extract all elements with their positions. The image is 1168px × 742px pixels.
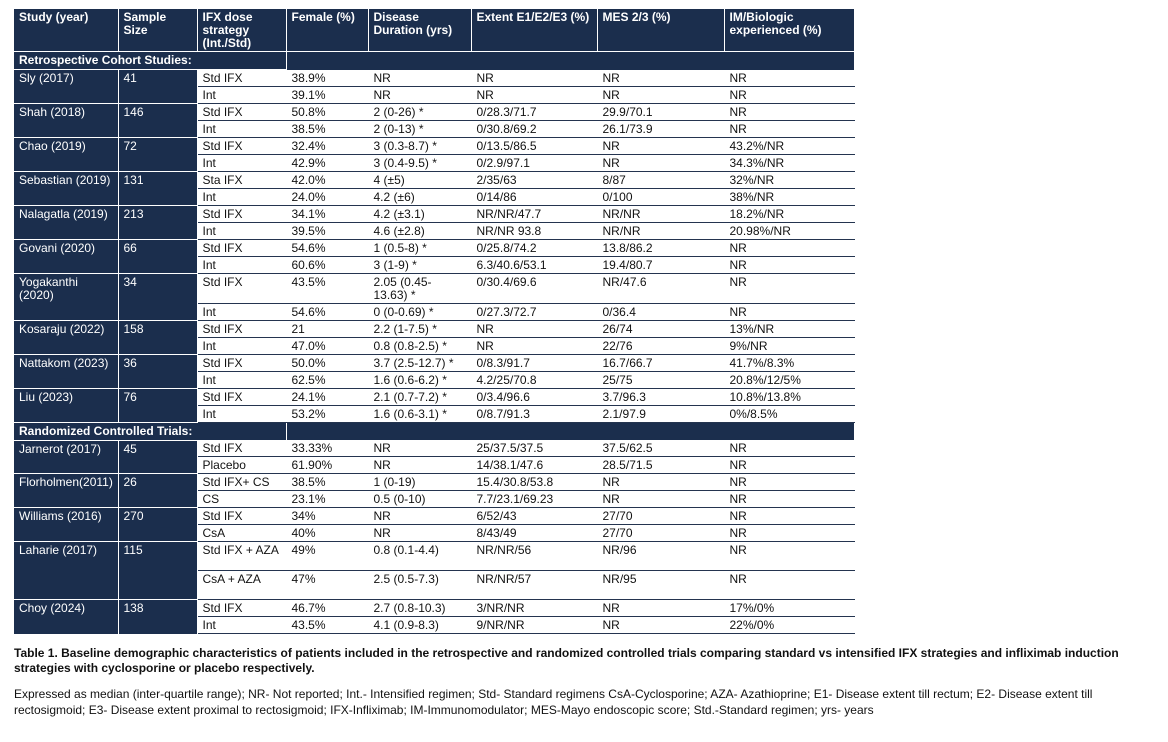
mes-cell: 37.5/62.5 xyxy=(597,440,724,457)
extent-cell: NR xyxy=(471,337,597,354)
female-cell: 32.4% xyxy=(286,137,368,154)
table-row xyxy=(14,171,854,188)
duration-cell: 4.2 (±6) xyxy=(368,188,471,205)
extent-cell: 0/30.8/69.2 xyxy=(471,120,597,137)
section-fill xyxy=(286,422,854,440)
sample-size-cell: 270 xyxy=(118,508,197,542)
extent-cell: NR xyxy=(471,320,597,337)
sample-size-cell: 26 xyxy=(118,474,197,508)
strategy-cell: Std IFX xyxy=(197,388,286,405)
female-cell: 21 xyxy=(286,320,368,337)
mes-cell: NR/NR xyxy=(597,205,724,222)
im-biologic-cell: NR xyxy=(724,70,854,87)
female-cell: 46.7% xyxy=(286,600,368,617)
strategy-cell: Int xyxy=(197,154,286,171)
im-biologic-cell: 22%/0% xyxy=(724,617,854,634)
table-body xyxy=(14,52,854,634)
extent-cell: 4.2/25/70.8 xyxy=(471,371,597,388)
im-biologic-cell: NR xyxy=(724,86,854,103)
table-row xyxy=(14,320,854,337)
extent-cell: 0/14/86 xyxy=(471,188,597,205)
mes-cell: 0/100 xyxy=(597,188,724,205)
duration-cell: 2.5 (0.5-7.3) xyxy=(368,571,471,600)
strategy-cell: Int xyxy=(197,303,286,320)
mes-cell: 28.5/71.5 xyxy=(597,457,724,474)
section-title: Randomized Controlled Trials: xyxy=(14,422,286,440)
mes-cell: NR xyxy=(597,491,724,508)
strategy-cell: Std IFX xyxy=(197,273,286,303)
female-cell: 62.5% xyxy=(286,371,368,388)
extent-cell: 0/8.3/91.7 xyxy=(471,354,597,371)
mes-cell: 3.7/96.3 xyxy=(597,388,724,405)
extent-cell: NR/NR/47.7 xyxy=(471,205,597,222)
mes-cell: 13.8/86.2 xyxy=(597,239,724,256)
strategy-cell: Int xyxy=(197,617,286,634)
strategy-cell: Std IFX + AZA xyxy=(197,542,286,571)
extent-cell: 0/27.3/72.7 xyxy=(471,303,597,320)
im-biologic-cell: NR xyxy=(724,273,854,303)
table-row xyxy=(14,508,854,525)
im-biologic-cell: 38%/NR xyxy=(724,188,854,205)
female-cell: 39.5% xyxy=(286,222,368,239)
extent-cell: 15.4/30.8/53.8 xyxy=(471,474,597,491)
strategy-cell: Std IFX xyxy=(197,70,286,87)
extent-cell: 14/38.1/47.6 xyxy=(471,457,597,474)
female-cell: 53.2% xyxy=(286,405,368,422)
sample-size-cell: 36 xyxy=(118,354,197,388)
sample-size-cell: 72 xyxy=(118,137,197,171)
study-cell: Florholmen(2011) xyxy=(14,474,118,508)
im-biologic-cell: 41.7%/8.3% xyxy=(724,354,854,371)
im-biologic-cell: 20.98%/NR xyxy=(724,222,854,239)
strategy-cell: Std IFX xyxy=(197,354,286,371)
mes-cell: 29.9/70.1 xyxy=(597,103,724,120)
duration-cell: 2 (0-13) * xyxy=(368,120,471,137)
duration-cell: 2.7 (0.8-10.3) xyxy=(368,600,471,617)
mes-cell: 27/70 xyxy=(597,508,724,525)
table-row xyxy=(14,600,854,617)
duration-cell: NR xyxy=(368,86,471,103)
header-im-biologic: IM/Biologic experienced (%) xyxy=(724,9,854,52)
extent-cell: NR/NR/57 xyxy=(471,571,597,600)
strategy-cell: Int xyxy=(197,86,286,103)
mes-cell: 22/76 xyxy=(597,337,724,354)
duration-cell: 3.7 (2.5-12.7) * xyxy=(368,354,471,371)
im-biologic-cell: NR xyxy=(724,542,854,571)
duration-cell: 1.6 (0.6-6.2) * xyxy=(368,371,471,388)
im-biologic-cell: 34.3%/NR xyxy=(724,154,854,171)
female-cell: 39.1% xyxy=(286,86,368,103)
sample-size-cell: 146 xyxy=(118,103,197,137)
female-cell: 38.5% xyxy=(286,120,368,137)
female-cell: 38.5% xyxy=(286,474,368,491)
table-row xyxy=(14,542,854,571)
im-biologic-cell: 10.8%/13.8% xyxy=(724,388,854,405)
mes-cell: NR xyxy=(597,137,724,154)
female-cell: 40% xyxy=(286,525,368,542)
strategy-cell: Int xyxy=(197,222,286,239)
extent-cell: 2/35/63 xyxy=(471,171,597,188)
strategy-cell: Std IFX xyxy=(197,440,286,457)
extent-cell: 0/30.4/69.6 xyxy=(471,273,597,303)
mes-cell: NR xyxy=(597,600,724,617)
duration-cell: 1.6 (0.6-3.1) * xyxy=(368,405,471,422)
mes-cell: 27/70 xyxy=(597,525,724,542)
header-duration: Disease Duration (yrs) xyxy=(368,9,471,52)
table-row xyxy=(14,70,854,87)
table-row xyxy=(14,474,854,491)
female-cell: 38.9% xyxy=(286,70,368,87)
extent-cell: 25/37.5/37.5 xyxy=(471,440,597,457)
sample-size-cell: 158 xyxy=(118,320,197,354)
mes-cell: NR xyxy=(597,70,724,87)
study-cell: Laharie (2017) xyxy=(14,542,118,600)
female-cell: 23.1% xyxy=(286,491,368,508)
im-biologic-cell: 43.2%/NR xyxy=(724,137,854,154)
study-cell: Shah (2018) xyxy=(14,103,118,137)
strategy-cell: Std IFX xyxy=(197,205,286,222)
duration-cell: 1 (0-19) xyxy=(368,474,471,491)
strategy-cell: Int xyxy=(197,188,286,205)
header-sample-size: Sample Size xyxy=(118,9,197,52)
study-cell: Jarnerot (2017) xyxy=(14,440,118,474)
mes-cell: NR xyxy=(597,617,724,634)
female-cell: 49% xyxy=(286,542,368,571)
duration-cell: 3 (0.4-9.5) * xyxy=(368,154,471,171)
female-cell: 60.6% xyxy=(286,256,368,273)
duration-cell: 0.5 (0-10) xyxy=(368,491,471,508)
female-cell: 54.6% xyxy=(286,303,368,320)
study-cell: Nattakom (2023) xyxy=(14,354,118,388)
sample-size-cell: 34 xyxy=(118,273,197,320)
duration-cell: 0.8 (0.1-4.4) xyxy=(368,542,471,571)
mes-cell: 8/87 xyxy=(597,171,724,188)
duration-cell: NR xyxy=(368,70,471,87)
female-cell: 54.6% xyxy=(286,239,368,256)
duration-cell: 4.2 (±3.1) xyxy=(368,205,471,222)
im-biologic-cell: NR xyxy=(724,457,854,474)
im-biologic-cell: NR xyxy=(724,303,854,320)
extent-cell: NR xyxy=(471,86,597,103)
sample-size-cell: 131 xyxy=(118,171,197,205)
header-mes: MES 2/3 (%) xyxy=(597,9,724,52)
female-cell: 47% xyxy=(286,571,368,600)
duration-cell: NR xyxy=(368,457,471,474)
female-cell: 42.0% xyxy=(286,171,368,188)
extent-cell: 0/3.4/96.6 xyxy=(471,388,597,405)
sample-size-cell: 76 xyxy=(118,388,197,422)
im-biologic-cell: NR xyxy=(724,474,854,491)
study-cell: Nalagatla (2019) xyxy=(14,205,118,239)
female-cell: 50.8% xyxy=(286,103,368,120)
female-cell: 34% xyxy=(286,508,368,525)
extent-cell: 3/NR/NR xyxy=(471,600,597,617)
extent-cell: NR/NR 93.8 xyxy=(471,222,597,239)
im-biologic-cell: 0%/8.5% xyxy=(724,405,854,422)
strategy-cell: Std IFX xyxy=(197,320,286,337)
duration-cell: 1 (0.5-8) * xyxy=(368,239,471,256)
duration-cell: 2 (0-26) * xyxy=(368,103,471,120)
extent-cell: 6/52/43 xyxy=(471,508,597,525)
strategy-cell: CsA xyxy=(197,525,286,542)
duration-cell: 3 (0.3-8.7) * xyxy=(368,137,471,154)
strategy-cell: CS xyxy=(197,491,286,508)
strategy-cell: Std IFX xyxy=(197,600,286,617)
strategy-cell: Std IFX xyxy=(197,137,286,154)
mes-cell: 26.1/73.9 xyxy=(597,120,724,137)
female-cell: 34.1% xyxy=(286,205,368,222)
table-row xyxy=(14,388,854,405)
duration-cell: 0.8 (0.8-2.5) * xyxy=(368,337,471,354)
study-cell: Williams (2016) xyxy=(14,508,118,542)
section-header-row xyxy=(14,52,854,70)
table-row xyxy=(14,354,854,371)
header-ifx-strategy: IFX dose strategy (Int./Std) xyxy=(197,9,286,52)
female-cell: 47.0% xyxy=(286,337,368,354)
extent-cell: 9/NR/NR xyxy=(471,617,597,634)
sample-size-cell: 138 xyxy=(118,600,197,634)
mes-cell: NR/96 xyxy=(597,542,724,571)
female-cell: 43.5% xyxy=(286,273,368,303)
table-header xyxy=(14,9,854,52)
table-row xyxy=(14,205,854,222)
table-row xyxy=(14,103,854,120)
section-header-row xyxy=(14,422,854,440)
strategy-cell: Int xyxy=(197,405,286,422)
duration-cell: 2.1 (0.7-7.2) * xyxy=(368,388,471,405)
header-female: Female (%) xyxy=(286,9,368,52)
strategy-cell: Std IFX xyxy=(197,239,286,256)
section-fill xyxy=(286,52,854,70)
duration-cell: 0 (0-0.69) * xyxy=(368,303,471,320)
mes-cell: 2.1/97.9 xyxy=(597,405,724,422)
table-notes: Expressed as median (inter-quartile range); NR- Not reported; Int.- Intensified regimen; Std- Standard regimens CsA-Cyclosporine; AZA- Azathioprine; E1- Disease extent till rectum; E2- Disease extent till rectosigmoid; E3- Disease extent proximal to rectosigmoid; IFX-Infliximab; IM-Immunomodulator; MES-Mayo endoscopic score; Std.-Standard regimen; yrs- years xyxy=(14,687,1093,717)
sample-size-cell: 41 xyxy=(118,70,197,104)
female-cell: 50.0% xyxy=(286,354,368,371)
study-cell: Choy (2024) xyxy=(14,600,118,634)
mes-cell: 19.4/80.7 xyxy=(597,256,724,273)
sample-size-cell: 45 xyxy=(118,440,197,474)
im-biologic-cell: 32%/NR xyxy=(724,171,854,188)
extent-cell: 0/2.9/97.1 xyxy=(471,154,597,171)
strategy-cell: Placebo xyxy=(197,457,286,474)
study-cell: Yogakanthi (2020) xyxy=(14,273,118,320)
table-row xyxy=(14,239,854,256)
extent-cell: 0/8.7/91.3 xyxy=(471,405,597,422)
im-biologic-cell: NR xyxy=(724,571,854,600)
mes-cell: 16.7/66.7 xyxy=(597,354,724,371)
sample-size-cell: 115 xyxy=(118,542,197,600)
im-biologic-cell: NR xyxy=(724,120,854,137)
table-caption: Table 1. Baseline demographic characteristics of patients included in the retrospective and randomized controlled trials comparing standard vs intensified IFX strategies and infliximab induction strategies with cyclosporine or placebo respectively. xyxy=(14,646,1119,675)
study-cell: Sebastian (2019) xyxy=(14,171,118,205)
im-biologic-cell: NR xyxy=(724,239,854,256)
study-cell: Govani (2020) xyxy=(14,239,118,273)
duration-cell: 2.05 (0.45-13.63) * xyxy=(368,273,471,303)
study-cell: Liu (2023) xyxy=(14,388,118,422)
im-biologic-cell: 17%/0% xyxy=(724,600,854,617)
duration-cell: 4.1 (0.9-8.3) xyxy=(368,617,471,634)
female-cell: 42.9% xyxy=(286,154,368,171)
strategy-cell: Std IFX xyxy=(197,103,286,120)
study-cell: Kosaraju (2022) xyxy=(14,320,118,354)
sample-size-cell: 66 xyxy=(118,239,197,273)
duration-cell: NR xyxy=(368,525,471,542)
duration-cell: 4.6 (±2.8) xyxy=(368,222,471,239)
mes-cell: 25/75 xyxy=(597,371,724,388)
mes-cell: 26/74 xyxy=(597,320,724,337)
section-title: Retrospective Cohort Studies: xyxy=(14,52,286,70)
mes-cell: NR/NR xyxy=(597,222,724,239)
table-row xyxy=(14,137,854,154)
mes-cell: NR/95 xyxy=(597,571,724,600)
study-cell: Chao (2019) xyxy=(14,137,118,171)
header-extent: Extent E1/E2/E3 (%) xyxy=(471,9,597,52)
duration-cell: 2.2 (1-7.5) * xyxy=(368,320,471,337)
extent-cell: 8/43/49 xyxy=(471,525,597,542)
extent-cell: 6.3/40.6/53.1 xyxy=(471,256,597,273)
mes-cell: NR xyxy=(597,86,724,103)
duration-cell: NR xyxy=(368,440,471,457)
duration-cell: NR xyxy=(368,508,471,525)
im-biologic-cell: NR xyxy=(724,508,854,525)
duration-cell: 3 (1-9) * xyxy=(368,256,471,273)
duration-cell: 4 (±5) xyxy=(368,171,471,188)
im-biologic-cell: NR xyxy=(724,525,854,542)
female-cell: 43.5% xyxy=(286,617,368,634)
header-study: Study (year) xyxy=(14,9,118,52)
im-biologic-cell: NR xyxy=(724,256,854,273)
extent-cell: NR xyxy=(471,70,597,87)
im-biologic-cell: NR xyxy=(724,103,854,120)
mes-cell: 0/36.4 xyxy=(597,303,724,320)
im-biologic-cell: 18.2%/NR xyxy=(724,205,854,222)
extent-cell: 0/25.8/74.2 xyxy=(471,239,597,256)
im-biologic-cell: NR xyxy=(724,440,854,457)
im-biologic-cell: 13%/NR xyxy=(724,320,854,337)
sample-size-cell: 213 xyxy=(118,205,197,239)
mes-cell: NR xyxy=(597,154,724,171)
strategy-cell: Int xyxy=(197,256,286,273)
table-row xyxy=(14,273,854,303)
mes-cell: NR/47.6 xyxy=(597,273,724,303)
extent-cell: 0/13.5/86.5 xyxy=(471,137,597,154)
strategy-cell: CsA + AZA xyxy=(197,571,286,600)
im-biologic-cell: 9%/NR xyxy=(724,337,854,354)
extent-cell: 7.7/23.1/69.23 xyxy=(471,491,597,508)
extent-cell: 0/28.3/71.7 xyxy=(471,103,597,120)
strategy-cell: Sta IFX xyxy=(197,171,286,188)
strategy-cell: Std IFX+ CS xyxy=(197,474,286,491)
female-cell: 24.1% xyxy=(286,388,368,405)
extent-cell: NR/NR/56 xyxy=(471,542,597,571)
female-cell: 33.33% xyxy=(286,440,368,457)
im-biologic-cell: NR xyxy=(724,491,854,508)
baseline-table xyxy=(14,9,855,634)
mes-cell: NR xyxy=(597,474,724,491)
study-cell: Sly (2017) xyxy=(14,70,118,104)
strategy-cell: Int xyxy=(197,337,286,354)
im-biologic-cell: 20.8%/12/5% xyxy=(724,371,854,388)
strategy-cell: Int xyxy=(197,120,286,137)
female-cell: 24.0% xyxy=(286,188,368,205)
female-cell: 61.90% xyxy=(286,457,368,474)
strategy-cell: Std IFX xyxy=(197,508,286,525)
table-row xyxy=(14,440,854,457)
strategy-cell: Int xyxy=(197,371,286,388)
